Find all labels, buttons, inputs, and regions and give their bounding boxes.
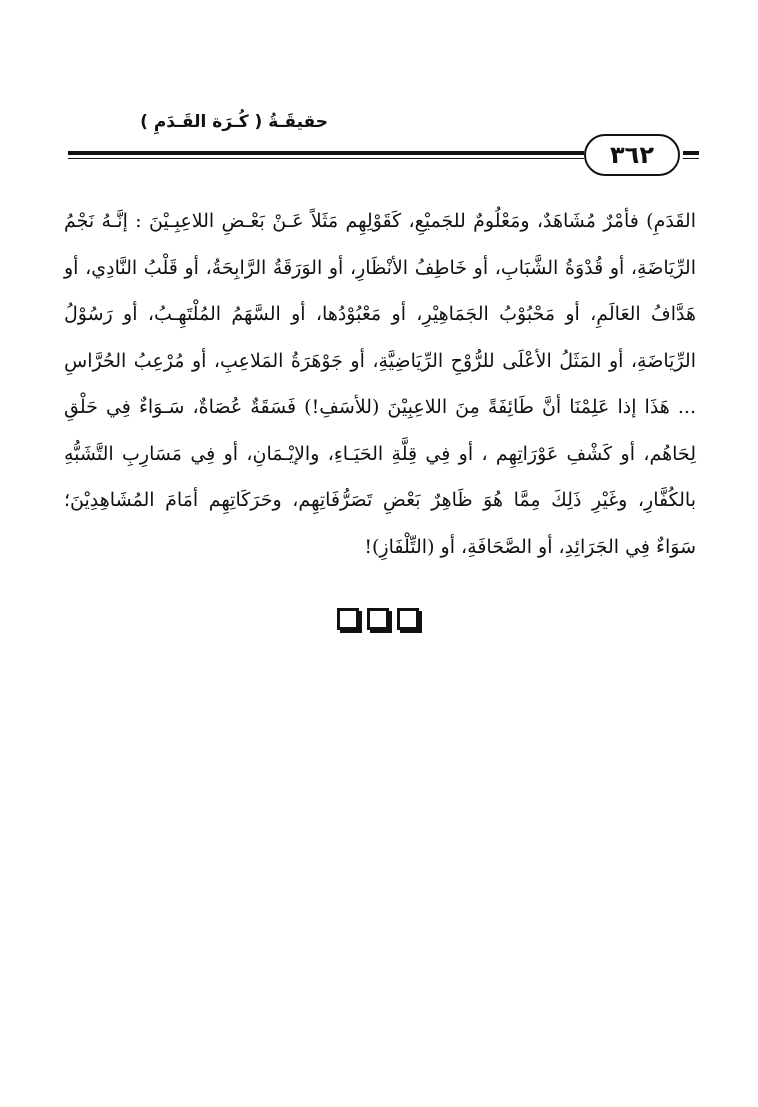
running-title: حقيقَـةُ ( كُـرَة القَـدَمِ ) <box>140 112 328 132</box>
square-shadow-icon <box>337 608 359 630</box>
header-rule-thick <box>68 151 584 155</box>
header-rule-tail-thin <box>683 158 699 159</box>
end-ornament <box>318 608 438 636</box>
page-number: ٣٦٢ <box>584 134 680 176</box>
square-shadow-icon <box>367 608 389 630</box>
body-text <box>64 198 696 570</box>
header-rule-thin <box>68 158 584 159</box>
header-rule-tail <box>683 151 699 155</box>
square-shadow-icon <box>397 608 419 630</box>
paragraph: القَدَمِ) فأمْرٌ مُشَاهَدٌ، ومَعْلُومٌ للجَميْعِ، كَقَوْلِهِم مَثَلاً عَـنْ بَعْـضِ اللاعِبِـيْنَ : إنَّـهُ نَجْمُ الرِّيَاضَةِ، أو قُدْوَةُ الشَّبَابِ، أو خَاطِفُ الأنْظَارِ، أو الوَرَقَةُ الرَّابِحَةُ، أو قَلْبُ النَّادِي، أو هَدَّافُ العَالَمِ، أو مَحْبُوْبُ الجَمَاهِيْرِ، أو مَعْبُوْدُها، أو السَّهَمُ المُلْتَهِـبُ، أو رَسُوْلُ الرِّيَاضَةِ، أو المَثَلُ الأعْلَى للرُّوْحِ الرِّيَاضِيَّةِ، أو جَوْهَرَةُ المَلاعِبِ، أو مُرْعِبُ الحُرَّاسِ ... هَذَا إذا عَلِمْنَا أنَّ طَائِفَةً مِنَ اللاعِبِيْنَ (للأسَفِ!) فَسَقَةٌ عُصَاةٌ، سَـوَاءٌ فِي حَلْقِ لِحَاهُم، أو كَشْفِ عَوْرَاتِهِم ، أو فِي قِلَّةِ الحَيَـاءِ، والإيْـمَانِ، أو فِي مَسَارِبِ التَّشَبُّهِ بالكُفَّارِ، وغَيْرِ ذَلِكَ مِمَّا هُوَ ظَاهِرٌ بَعْضِ تَصَرُّفَاتِهِم، وحَرَكَاتِهِم أمَامَ المُشَاهِدِيْنَ؛ سَوَاءٌ فِي الجَرَائِدِ، أو الصَّحَافَةِ، أو (التِّلْفَازِ)! <box>64 210 696 558</box>
